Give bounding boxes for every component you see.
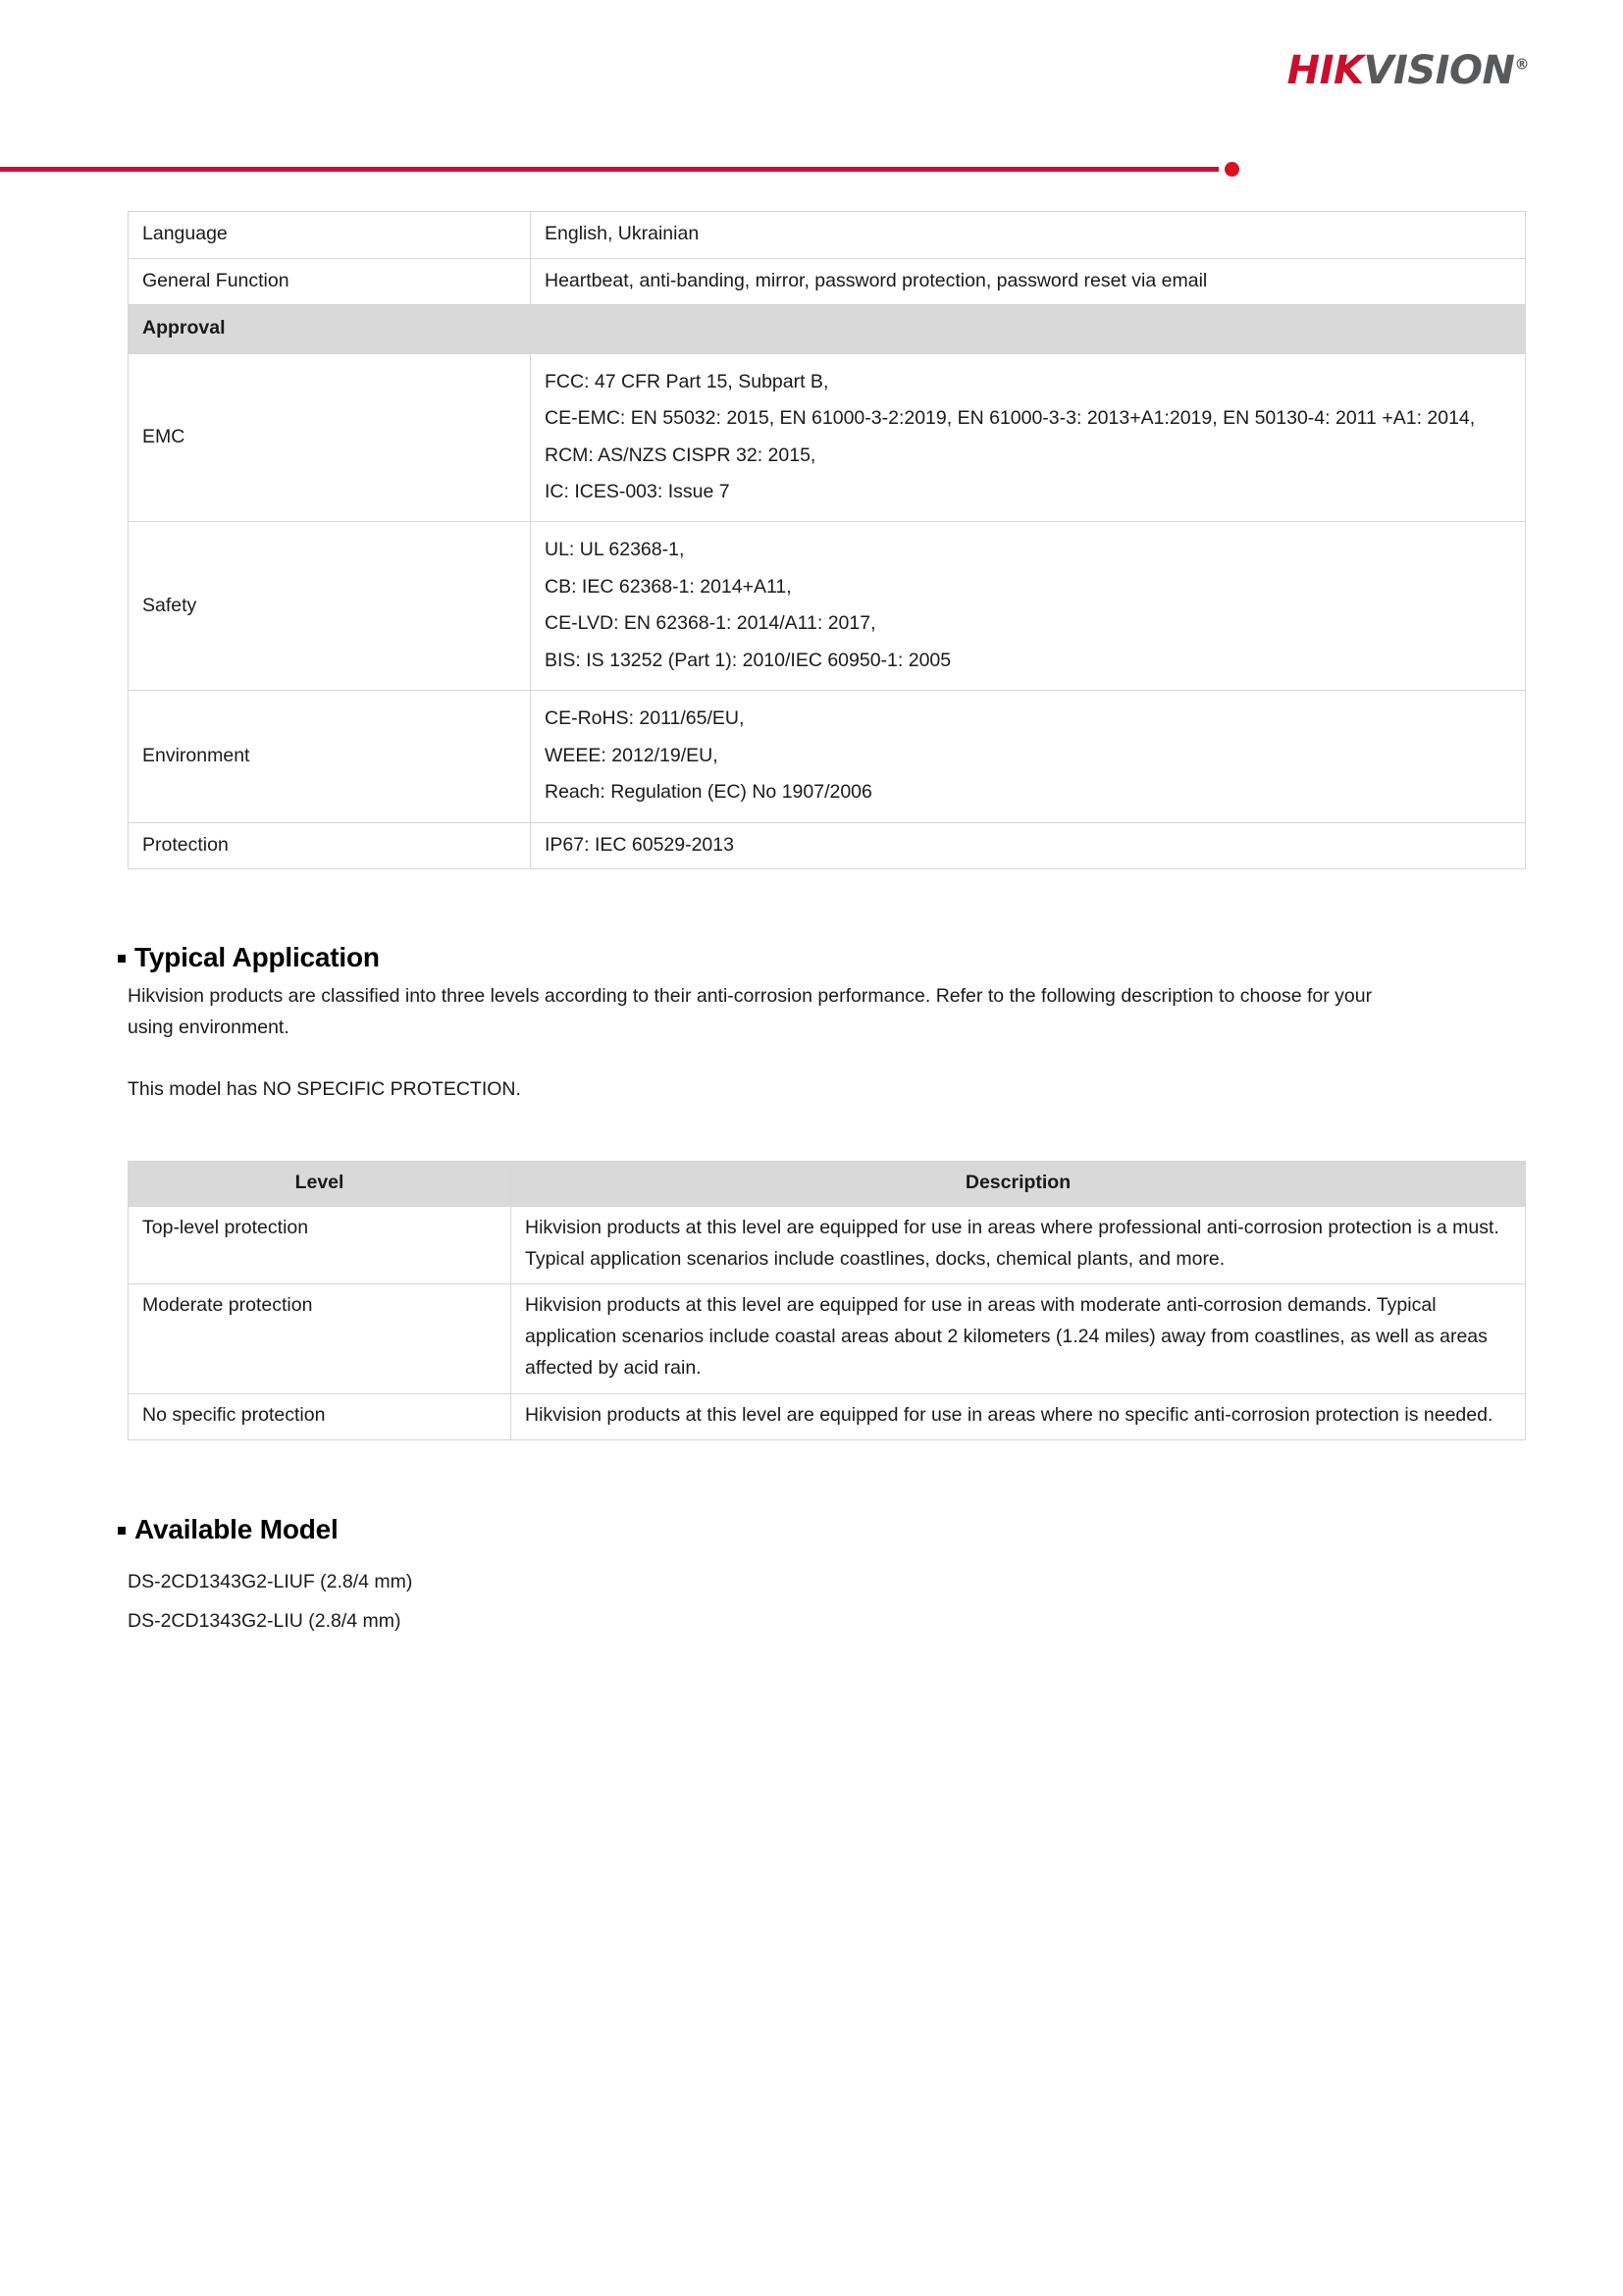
spec-value-line: BIS: IS 13252 (Part 1): 2010/IEC 60950-1: 2005 xyxy=(545,649,952,671)
level-description: Hikvision products at this level are equipped for use in areas where professional anti-corrosion protection is a must. Typical application scenarios include coastlines, docks, chemical plants, and more. xyxy=(511,1206,1526,1284)
protection-levels-table xyxy=(128,1161,1526,1440)
spec-value-line: WEEE: 2012/19/EU, xyxy=(545,744,718,766)
table-row xyxy=(129,258,1526,305)
level-name: Moderate protection xyxy=(129,1284,511,1393)
spec-value-line: RCM: AS/NZS CISPR 32: 2015, xyxy=(545,444,816,466)
spec-value-line: Reach: Regulation (EC) No 1907/2006 xyxy=(545,781,872,804)
column-header-description: Description xyxy=(511,1162,1526,1207)
spec-value-line: IC: ICES-003: Issue 7 xyxy=(545,481,730,503)
spec-value-line: CE-RoHS: 2011/65/EU, xyxy=(545,707,745,730)
spec-value: English, Ukrainian xyxy=(531,212,1526,259)
protection-levels-table-head xyxy=(129,1162,1526,1207)
available-model-heading xyxy=(118,1514,339,1545)
specifications-table xyxy=(128,211,1526,869)
spec-value: Heartbeat, anti-banding, mirror, password protection, password reset via email xyxy=(531,258,1526,305)
table-row xyxy=(129,1393,1526,1440)
hikvision-logo xyxy=(1286,48,1529,93)
table-row xyxy=(129,822,1526,869)
typical-application-intro: Hikvision products are classified into three levels according to their anti-corrosion performance. Refer to the following description to choose for your using environment. xyxy=(128,985,1373,1038)
available-model-item: DS-2CD1343G2-LIUF (2.8/4 mm) xyxy=(128,1571,413,1592)
level-name: Top-level protection xyxy=(129,1206,511,1284)
spec-value xyxy=(531,691,1526,822)
spec-value-line: UL: UL 62368-1, xyxy=(545,539,685,561)
table-section-row xyxy=(129,305,1526,354)
available-model-item: DS-2CD1343G2-LIU (2.8/4 mm) xyxy=(128,1610,401,1632)
spec-label: EMC xyxy=(129,353,531,522)
spec-value-line: CE-EMC: EN 55032: 2015, EN 61000-3-2:2019, EN 61000-3-3: 2013+A1:2019, EN 50130-4: 2011 +A1: 2014, xyxy=(545,407,1476,430)
logo-text-vision: VISION xyxy=(1363,48,1515,93)
table-row xyxy=(129,691,1526,822)
spec-label: General Function xyxy=(129,258,531,305)
specifications-table-body xyxy=(129,212,1526,869)
spec-value xyxy=(531,522,1526,691)
header-divider-rule xyxy=(0,167,1219,172)
registered-trademark-icon: ® xyxy=(1514,55,1529,74)
level-name: No specific protection xyxy=(129,1393,511,1440)
spec-label: Safety xyxy=(129,522,531,691)
spec-label: Protection xyxy=(129,822,531,869)
column-header-level: Level xyxy=(129,1162,511,1207)
model-protection-note: This model has NO SPECIFIC PROTECTION. xyxy=(128,1078,521,1100)
table-row xyxy=(129,353,1526,522)
table-header-row xyxy=(129,1162,1526,1207)
spec-value-line: FCC: 47 CFR Part 15, Subpart B, xyxy=(545,370,829,392)
spec-value xyxy=(531,353,1526,522)
level-description: Hikvision products at this level are equipped for use in areas where no specific anti-corrosion protection is needed. xyxy=(511,1393,1526,1440)
spec-value-line: CE-LVD: EN 62368-1: 2014/A11: 2017, xyxy=(545,612,876,635)
page-header xyxy=(0,0,1623,177)
typical-application-heading xyxy=(118,942,380,973)
spec-value-line: CB: IEC 62368-1: 2014+A11, xyxy=(545,575,792,598)
spec-value: IP67: IEC 60529-2013 xyxy=(531,822,1526,869)
table-row xyxy=(129,522,1526,691)
table-row xyxy=(129,1206,1526,1284)
available-model-heading-text: Available Model xyxy=(134,1514,339,1544)
table-row xyxy=(129,212,1526,259)
bullet-square-icon xyxy=(118,955,126,963)
spec-label: Environment xyxy=(129,691,531,822)
typical-application-heading-text: Typical Application xyxy=(134,942,380,972)
table-row xyxy=(129,1284,1526,1393)
spec-section-label: Approval xyxy=(129,305,1526,354)
header-accent-dot-icon xyxy=(1225,162,1239,177)
protection-levels-table-body xyxy=(129,1206,1526,1440)
bullet-square-icon xyxy=(118,1527,126,1535)
level-description: Hikvision products at this level are equipped for use in areas with moderate anti-corrosion demands. Typical application scenarios include coastal areas about 2 kilometers (1.24 miles) away from coastlines, as well as areas affected by acid rain. xyxy=(511,1284,1526,1393)
spec-label: Language xyxy=(129,212,531,259)
logo-text-hik: HIK xyxy=(1286,48,1364,93)
